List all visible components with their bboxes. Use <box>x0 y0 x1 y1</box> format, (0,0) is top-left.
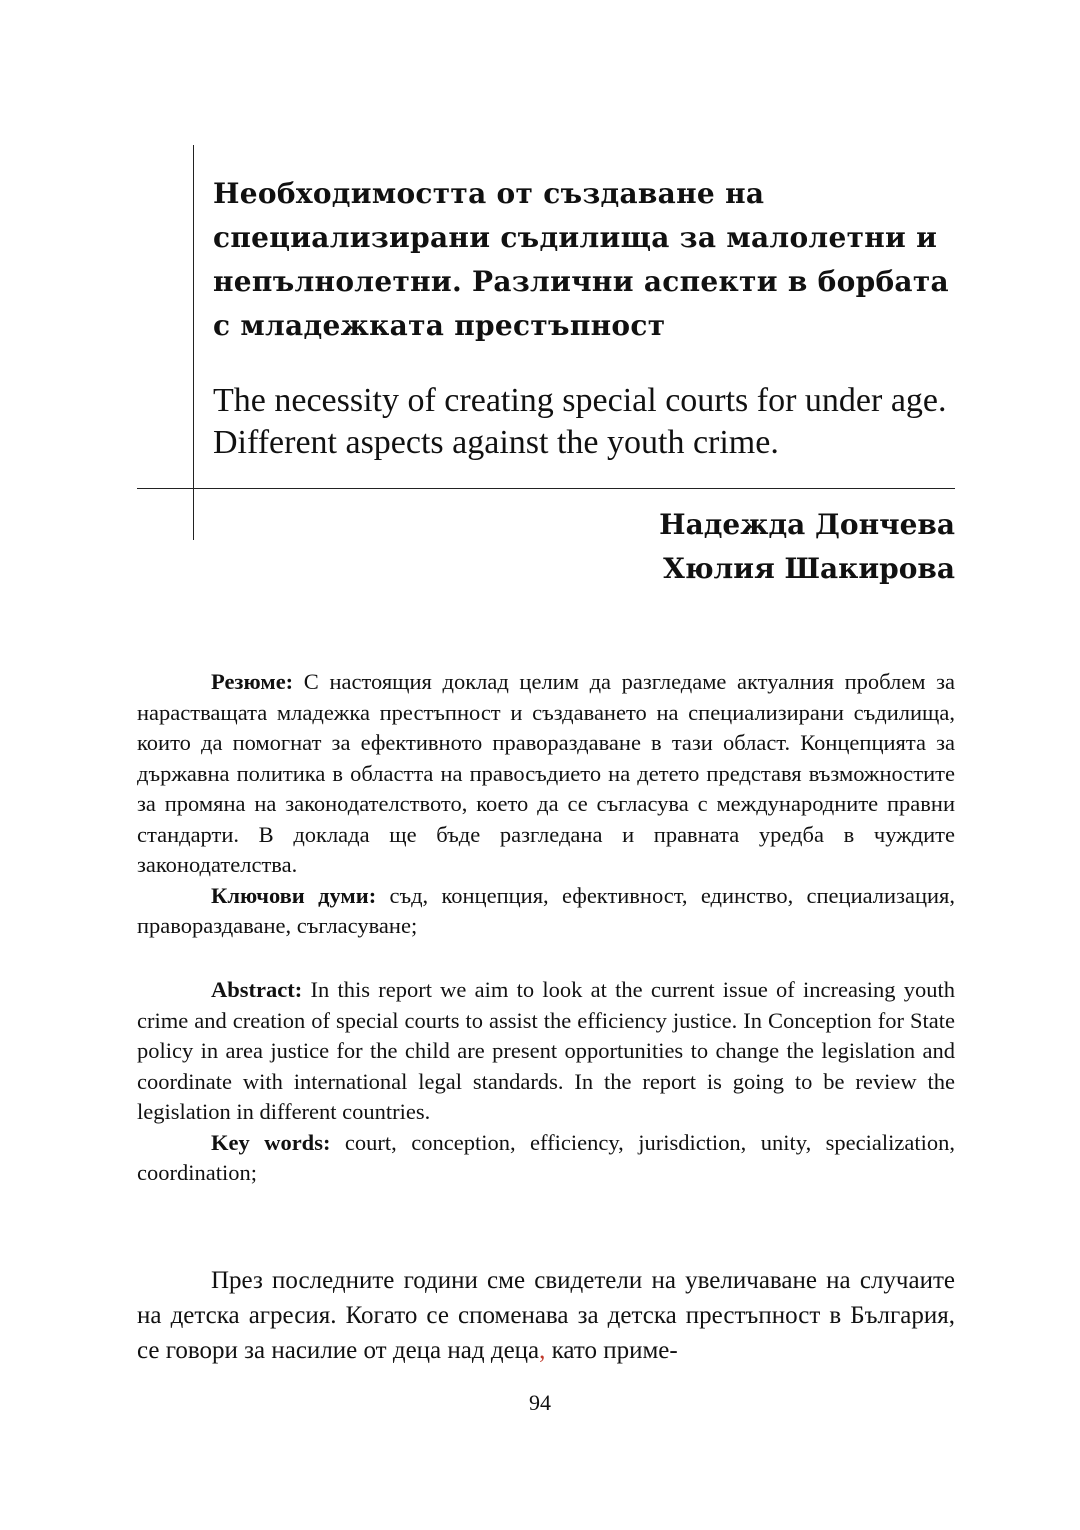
keywords-en-label: Key words: <box>211 1129 331 1155</box>
body-red-comma: , <box>539 1337 546 1364</box>
body-text-end: като приме- <box>545 1337 678 1364</box>
keywords-en-text: court, conception, efficiency, jurisdiction, unity, specialization, coordination; <box>137 1129 955 1185</box>
abstract-block <box>137 975 955 1189</box>
title-bulgarian: Необходимостта от създаване на специализирани съдилища за малолетни и непълнолетни. Различни аспекти в борбата с младежката престъпност <box>213 177 949 342</box>
resume-label: Резюме: <box>211 669 294 694</box>
body-paragraph <box>137 1263 955 1368</box>
abstract-label: Abstract: <box>211 977 303 1002</box>
resume-block <box>137 667 955 942</box>
keywords-bg-label: Ключови думи: <box>211 882 377 908</box>
horizontal-rule <box>137 488 955 489</box>
author-name: Хюлия Шакирова <box>663 552 955 585</box>
body-text-start: През последните години сме свидетели на увеличаване на случаите на детска агресия. Когато се споменава за детска престъпност в България, се говори за насилие от деца над деца <box>137 1267 955 1364</box>
title-english: The necessity of creating special courts for under age. Different aspects against the youth crime. <box>213 382 947 461</box>
keywords-bg-paragraph <box>137 881 955 942</box>
keywords-bg-text: съд, концепция, ефективност, единство, специализация, правораздаване, съгласуване; <box>137 882 955 938</box>
abstract-text: In this report we aim to look at the current issue of increasing youth crime and creation of special courts to assist the efficiency justice. In Conception for State policy in area justice for the child are present opportunities to change the legislation and coordinate with international legal standards. In the report is going to be review the legislation in different countries. <box>137 977 955 1124</box>
authors-block <box>659 503 955 591</box>
body-text <box>137 1263 955 1368</box>
author-name: Надежда Дончева <box>659 508 955 541</box>
abstract-paragraph <box>137 975 955 1128</box>
resume-text: С настоящия доклад целим да разгледаме актуалния проблем за нарастващата младежка престъпност и създаването на специализирани съдилища, които да помогнат за ефективното правораздаване в тази област. Концепцията за държавна политика в областта на правосъдието на детето представя възможностите за промяна на законодателството, което да се съгласува с международните правни стандарти. В доклада ще бъде разгледана и правната уредба в чуждите законодателства. <box>137 669 955 877</box>
page-number: 94 <box>529 1390 551 1415</box>
resume-paragraph <box>137 667 955 881</box>
vertical-rule <box>193 145 194 540</box>
keywords-en-paragraph <box>137 1128 955 1189</box>
